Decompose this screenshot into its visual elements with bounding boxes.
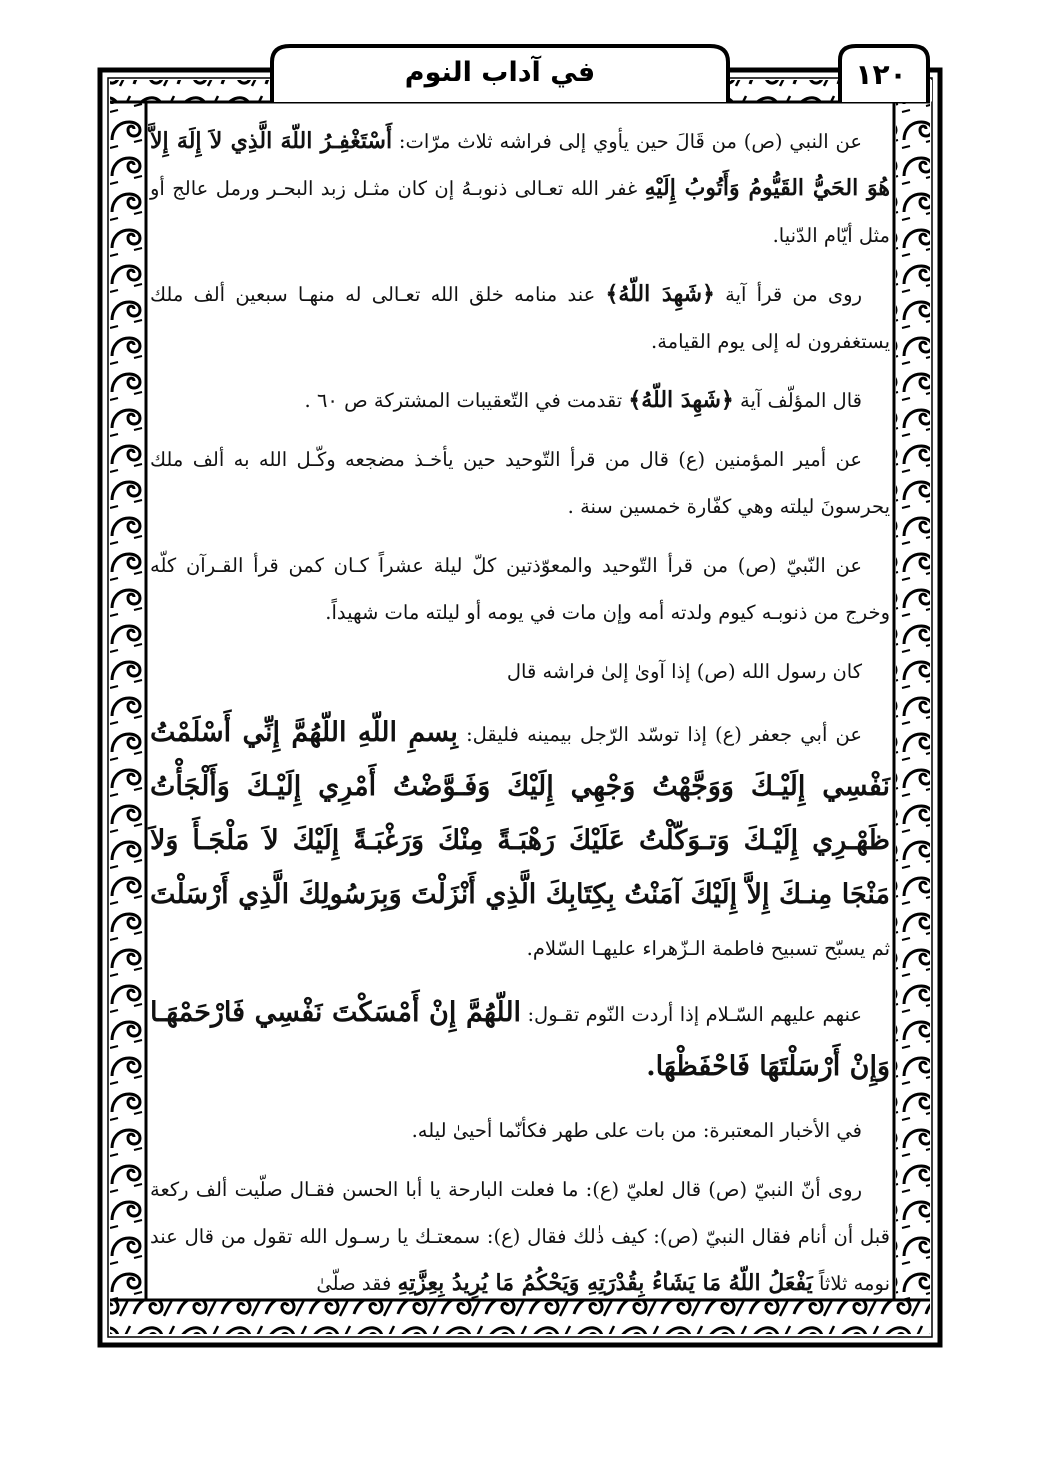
- paragraph: [150, 1166, 890, 1307]
- quran-verse: ﴿شَهِدَ اللّهُ﴾: [605, 281, 715, 307]
- paragraph: [150, 987, 890, 1095]
- paragraph-text: فقد صلّىٰ: [316, 1272, 392, 1295]
- page-number: ١٢٠: [855, 57, 907, 91]
- paragraph-text: عنهم عليهم السّـلام إذا أردت النّوم تقـول:: [527, 1003, 862, 1026]
- supplication-text: اللّهُمَّ إِنْ أَمْسَكْتَ نَفْسِي فَارْحَمْهَـا وَإِنْ أَرْسَلْتَهَا فَاحْفَظْهَا.: [150, 997, 890, 1082]
- paragraph-text: ثم يسبّح تسبيح فاطمة الـزّهراء عليهـا السّلام.: [526, 937, 890, 960]
- paragraph: [150, 377, 890, 424]
- paragraph-text: عند منامه خلق الله تعـالى له منهـا سبعين ألف ملك يستغفرون له إلى يوم القيامة.: [150, 283, 890, 353]
- paragraph: كان رسول الله (ص) إذا آوىٰ إلىٰ فراشه قال: [506, 660, 862, 683]
- paragraph-text: عن النبي (ص) من قَالَ حين يأوي إلى فراشه ثلاث مرّات:: [398, 130, 862, 153]
- paragraph: في الأخبار المعتبرة: من بات على طهر فكأنّما أحيىٰ ليله.: [411, 1119, 862, 1142]
- paragraph-text: روى أنّ النبيّ (ص) قال لعليّ (ع): ما فعلت البارحة يا أبا الحسن فقـال صلّيت ألف ركعة قبل أن أنام فقال النبيّ (ص): كيف ذٰلك فقال (ع): سمعتـك يا رسـول الله تقول من قال عند نومه ثلاثاً: [150, 1178, 890, 1295]
- paragraph: [150, 271, 890, 365]
- paragraph-text: قال المؤلّف آية: [740, 389, 862, 412]
- supplication-text: يَفْعَلُ اللّهُ مَا يَشَاءُ بِقُدْرَتِهِ وَيَحْكُمُ مَا يُرِيدُ بِعِزَّتِهِ: [397, 1270, 813, 1296]
- paragraph-text: غفر الله تعـالى ذنوبـهُ إن كان مثـل زبد البحـر ورمل عالج أو مثل أيّام الدّنيا.: [150, 177, 890, 247]
- supplication-text: بِسمِ اللّهِ اللّهُمَّ إِنِّي أَسْلَمْتُ نَفْسِي إِلَيْـكَ وَوَجَّهْتُ وَجْهِي إِلَيْكَ وَفَـوَّضْتُ أَمْرِي إِلَيْـكَ وَأَلْجَأْتُ ظَهْـرِي إِلَيْـكَ وَتـوَكّلْتُ عَلَيْكَ رَهْبَـةً مِنْكَ وَرَغْبَـةً إِلَيْكَ لاَ مَلْجَـأَ وَلاَ مَنْجَا مِنـكَ إِلاَّ إِلَيْكَ آمَنْتُ بِكِتَابِكَ الَّذِي أَنْزَلْتَ وَبِرَسُولِكَ الَّذِي أَرْسَلْتَ: [150, 717, 890, 910]
- paragraph-text: عن أبي جعفر (ع) إذا توسّد الرّجل بيمينه فليقل:: [466, 723, 862, 746]
- paragraph-text: تقدمت في التّعقيبات المشتركة ص ٦٠ .: [304, 389, 623, 412]
- paragraph-text: روى من قرأ آية: [725, 283, 862, 306]
- paragraph: عن النّبيّ (ص) من قرأ التّوحيد والمعوّذتين كلّ ليلة عشراً كـان كمن قرأ القـرآن كلّه وخرج من ذنوبـه كيوم ولدته أمه وإن مات في يومه أو ليلته مات شهيداً.: [150, 554, 890, 624]
- paragraph: [150, 707, 890, 975]
- supplication-text: أَسْتَغْفِـرُ اللّهَ الَّذِي لاَ إِلَهَ إِلاَّ هُوَ الحَيُّ القَيُّومُ وَأَتُوبُ إِلَيْهِ: [150, 128, 891, 201]
- quran-verse: ﴿شَهِدَ اللّهُ﴾: [628, 387, 734, 413]
- page-content: [150, 118, 891, 1296]
- page-header-title: في آداب النوم: [404, 56, 596, 88]
- paragraph: عن أمير المؤمنين (ع) قال من قرأ التّوحيد حين يأخـذ مضجعه وكّـل الله به ألف ملك يحرسونَ ليلته وهي كفّارة خمسين سنة .: [150, 448, 890, 518]
- paragraph: [150, 118, 890, 259]
